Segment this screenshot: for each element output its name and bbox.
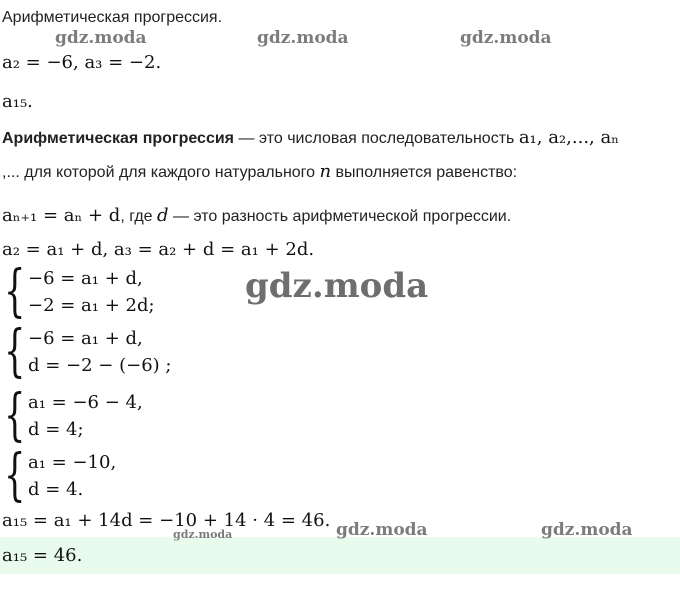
system-row: −6 = a₁ + d, [28, 268, 143, 289]
watermark: gdz.moda [541, 520, 633, 540]
calculation: a₁₅ = a₁ + 14d = −10 + 14 · 4 = 46. [2, 510, 331, 531]
definition-line-1 [2, 127, 619, 148]
definition-text: ,... для которой для каждого натурального [2, 164, 320, 181]
formula-text: , где [120, 208, 158, 225]
formula-line [2, 205, 511, 226]
system-row: −6 = a₁ + d, [28, 328, 143, 349]
sequence-expression: a₁, a₂,..., aₙ [518, 127, 619, 148]
brace-icon: { [4, 259, 26, 324]
system-row: a₁ = −6 − 4, [28, 392, 143, 413]
brace-icon: { [4, 319, 26, 384]
brace-icon: { [4, 443, 26, 508]
system-row: a₁ = −10, [28, 452, 117, 473]
brace-icon: { [4, 383, 26, 448]
system-row: d = 4. [28, 479, 84, 500]
watermark: gdz.moda [257, 28, 349, 48]
answer-highlight [0, 537, 680, 574]
system-row: d = −2 − (−6) ; [28, 355, 172, 376]
find-value: a₁₅. [2, 91, 33, 112]
watermark: gdz.moda [460, 28, 552, 48]
definition-term: Арифметическая прогрессия [2, 130, 235, 147]
system-row: −2 = a₁ + 2d; [28, 295, 155, 316]
watermark: gdz.moda [336, 520, 428, 540]
step-expression: a₂ = a₁ + d, a₃ = a₂ + d = a₁ + 2d. [2, 239, 315, 260]
watermark-large: gdz.moda [245, 266, 429, 306]
given-values: a₂ = −6, a₃ = −2. [2, 52, 162, 73]
final-answer: a₁₅ = 46. [2, 545, 83, 566]
watermark-small: gdz.moda [173, 528, 233, 541]
variable-d: d [157, 205, 169, 226]
formula-text: — это разность арифметической прогрессии. [168, 208, 512, 225]
definition-text: выполняется равенство: [331, 164, 518, 181]
definition-text: — это числовая последовательность [234, 130, 519, 147]
system-row: d = 4; [28, 419, 84, 440]
variable-n: n [319, 161, 332, 182]
section-heading: Арифметическая прогрессия. [2, 9, 223, 26]
definition-line-2 [2, 161, 517, 182]
watermark: gdz.moda [55, 28, 147, 48]
recurrence-formula: aₙ₊₁ = aₙ + d [2, 205, 121, 226]
